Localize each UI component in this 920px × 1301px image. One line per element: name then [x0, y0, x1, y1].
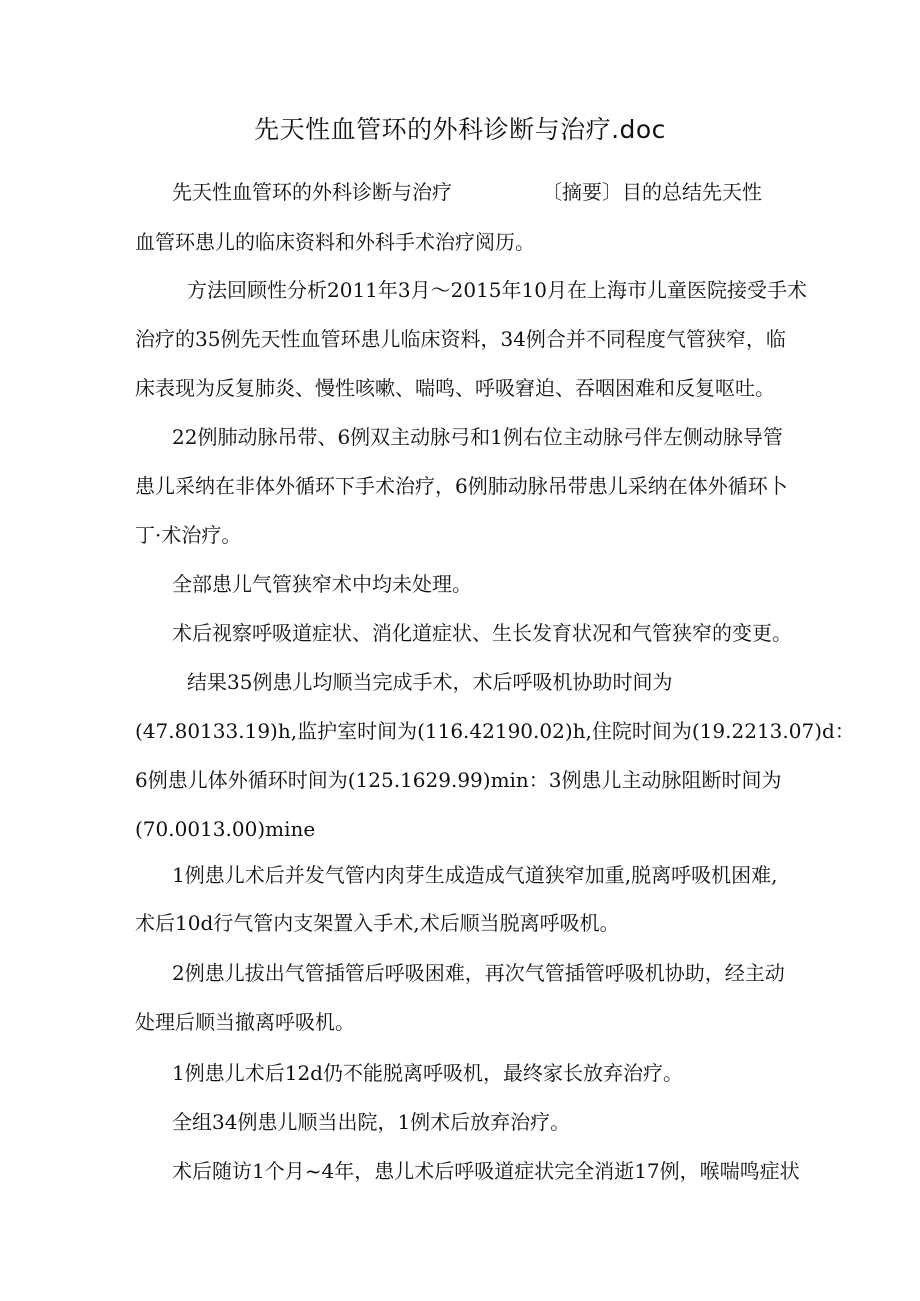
text-line [172, 180, 762, 204]
text-line: 术后随访1个月~4年，患儿术后呼吸道症状完全消逝17例，喉喘鸣症状 [172, 1159, 800, 1183]
text-line: 1例患儿术后12d仍不能脱离呼吸机，最终家长放弃治疗。 [172, 1061, 683, 1085]
text-line-part-a: 先天性血管环的外科诊断与治疗 [172, 180, 452, 204]
document-title: 先天性血管环的外科诊断与治疗.doc [254, 115, 666, 144]
text-line: 方法回顾性分析2011年3月～2015年10月在上海市儿童医院接受手术 [187, 278, 807, 302]
text-line: 血管环患儿的临床资料和外科手术治疗阅历。 [135, 230, 535, 254]
text-line: (70.0013.00)mine [135, 817, 316, 841]
text-line: 2例患儿拔出气管插管后呼吸困难，再次气管插管呼吸机协助，经主动 [172, 961, 785, 985]
text-line: 结果35例患儿均顺当完成手术，术后呼吸机协助时间为 [187, 670, 673, 694]
text-line: 治疗的35例先天性血管环患儿临床资料，34例合并不同程度气管狭窄，临 [135, 327, 786, 351]
text-line: 术后10d行气管内支架置入手术,术后顺当脱离呼吸机。 [135, 911, 620, 935]
text-line: (47.80133.19)h,监护室时间为(116.42190.02)h,住院时间为(19.2213.07)d： [135, 719, 855, 743]
text-line: 全部患儿气管狭窄术中均未处理。 [172, 572, 472, 596]
text-line: 1例患儿术后并发气管内肉芽生成造成气道狭窄加重,脱离呼吸机困难, [172, 863, 778, 887]
text-line: 22例肺动脉吊带、6例双主动脉弓和1例右位主动脉弓伴左侧动脉导管 [172, 425, 783, 449]
text-line: 全组34例患儿顺当出院，1例术后放弃治疗。 [172, 1110, 571, 1134]
text-line-part-b: 〔摘要〕目的总结先天性 [542, 180, 762, 204]
text-line: 患儿采纳在非体外循环下手术治疗，6例肺动脉吊带患儿采纳在体外循环卜 [135, 474, 788, 498]
text-line: 处理后顺当撤离呼吸机。 [135, 1010, 355, 1034]
text-line: 丁·术治疗。 [135, 523, 242, 547]
text-line: 术后视察呼吸道症状、消化道症状、生长发育状况和气管狭窄的变更。 [172, 621, 792, 645]
text-line: 6例患儿体外循环时间为(125.1629.99)min：3例患儿主动脉阻断时间为 [135, 768, 782, 792]
text-line: 床表现为反复肺炎、慢性咳嗽、喘鸣、呼吸窘迫、吞咽困难和反复呕吐。 [135, 376, 775, 400]
